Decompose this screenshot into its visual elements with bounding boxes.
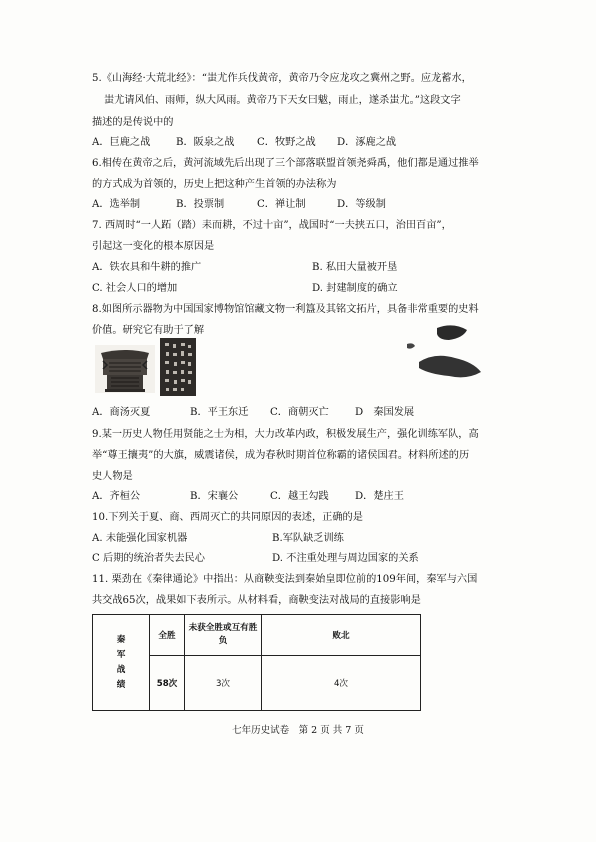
q5-line1: 5.《山海经·大荒北经》：“蚩尤作兵伐黄帝，黄帝乃令应龙攻之冀州之野。应龙蓄水，: [92, 73, 472, 84]
q11-line1: 11. 栗劲在《秦律通论》中指出：从商鞅变法到秦始皇即位前的109年间，秦军与六国: [92, 574, 478, 585]
scan-smudge-image: [405, 322, 485, 384]
inscription-rubbing-image: [160, 338, 196, 396]
value-partial: 3次: [185, 656, 262, 711]
q9-line1: 9.某一历史人物任用贤能之士为相，大力改革内政，积极发展生产，强化训练军队，高: [92, 429, 479, 440]
q10-line1: 10.下列关于夏、商、西周灭亡的共同原因的表述，正确的是: [92, 512, 363, 523]
q9-option-b: B．宋襄公: [190, 491, 239, 502]
q6-line2: 的方式成为首领的，历史上把这种产生首领的办法称为: [92, 179, 337, 190]
q10-option-c: C 后期的统治者失去民心: [92, 553, 205, 564]
q8-option-d: D 秦国发展: [355, 407, 415, 418]
q6-option-d: D．等级制: [337, 199, 386, 210]
q7-option-a: A．铁农具和牛耕的推广: [92, 262, 202, 273]
page-footer: 七年历史试卷 第 2 页 共 7 页: [232, 725, 364, 736]
q9-line2: 举“尊王攘夷”的大旗，威震诸侯，成为春秋时期首位称霸的诸侯国君。材料所述的历: [92, 450, 470, 461]
q10-option-b: B.军队缺乏训练: [272, 533, 344, 544]
q5-line2: 蚩尤请风伯、雨师，纵大风雨。黄帝乃下天女曰魃，雨止，遂杀蚩尤。”这段文字: [104, 95, 461, 106]
q6-option-a: A．选举制: [92, 199, 141, 210]
q6-line1: 6.相传在黄帝之后，黄河流域先后出现了三个部落联盟首领尧舜禹，他们都是通过推举: [92, 158, 479, 169]
q5-option-d: D．涿鹿之战: [337, 137, 397, 148]
q9-line3: 史人物是: [92, 471, 133, 482]
q7-line1: 7. 西周时“一人跖（踏）耒而耕，不过十亩”，战国时“一夫挟五口，治田百亩”，: [92, 220, 452, 231]
q10-option-a: A. 未能强化国家机器: [92, 533, 188, 544]
q8-option-b: B．平王东迁: [190, 407, 249, 418]
q11-line2: 共交战65次，战果如下表所示。从材料看，商鞅变法对战局的直接影响是: [92, 595, 421, 606]
q8-option-a: A．商汤灭夏: [92, 407, 151, 418]
q8-option-c: C．商朝灭亡: [270, 407, 329, 418]
q6-option-b: B．投票制: [176, 199, 225, 210]
li-gui-vessel-image: [95, 345, 155, 393]
q7-option-c: C. 社会人口的增加: [92, 283, 178, 294]
value-defeat: 4次: [262, 656, 421, 711]
q9-option-a: A．齐桓公: [92, 491, 141, 502]
q7-option-b: B. 私田大量被开垦: [312, 262, 398, 273]
q10-option-d: D. 不注重处理与周边国家的关系: [272, 553, 419, 564]
q7-option-d: D. 封建制度的确立: [312, 283, 398, 294]
row-label: 秦军战绩: [116, 634, 126, 690]
q6-option-c: C．禅让制: [257, 199, 306, 210]
row-label-cell: [93, 615, 150, 711]
q8-line2: 价值。研究它有助于了解: [92, 325, 205, 336]
q5-line3: 描述的是传说中的: [92, 117, 174, 128]
q8-line1: 8.如图所示器物为中国国家博物馆馆藏文物一利簋及其铭文拓片，具备非常重要的史料: [92, 304, 479, 315]
battle-results-table: [92, 614, 421, 711]
q9-option-d: D．楚庄王: [355, 491, 404, 502]
q9-option-c: C．越王勾践: [270, 491, 329, 502]
q5-option-a: A．巨鹿之战: [92, 137, 151, 148]
q7-line2: 引起这一变化的根本原因是: [92, 241, 215, 252]
header-full-victory: 全胜: [150, 615, 185, 656]
header-partial: 未获全胜或互有胜负: [185, 615, 262, 656]
value-full-victory: 58次: [150, 656, 185, 711]
q5-option-b: B．阪泉之战: [176, 137, 235, 148]
q5-option-c: C．牧野之战: [257, 137, 316, 148]
header-defeat: 败北: [262, 615, 421, 656]
